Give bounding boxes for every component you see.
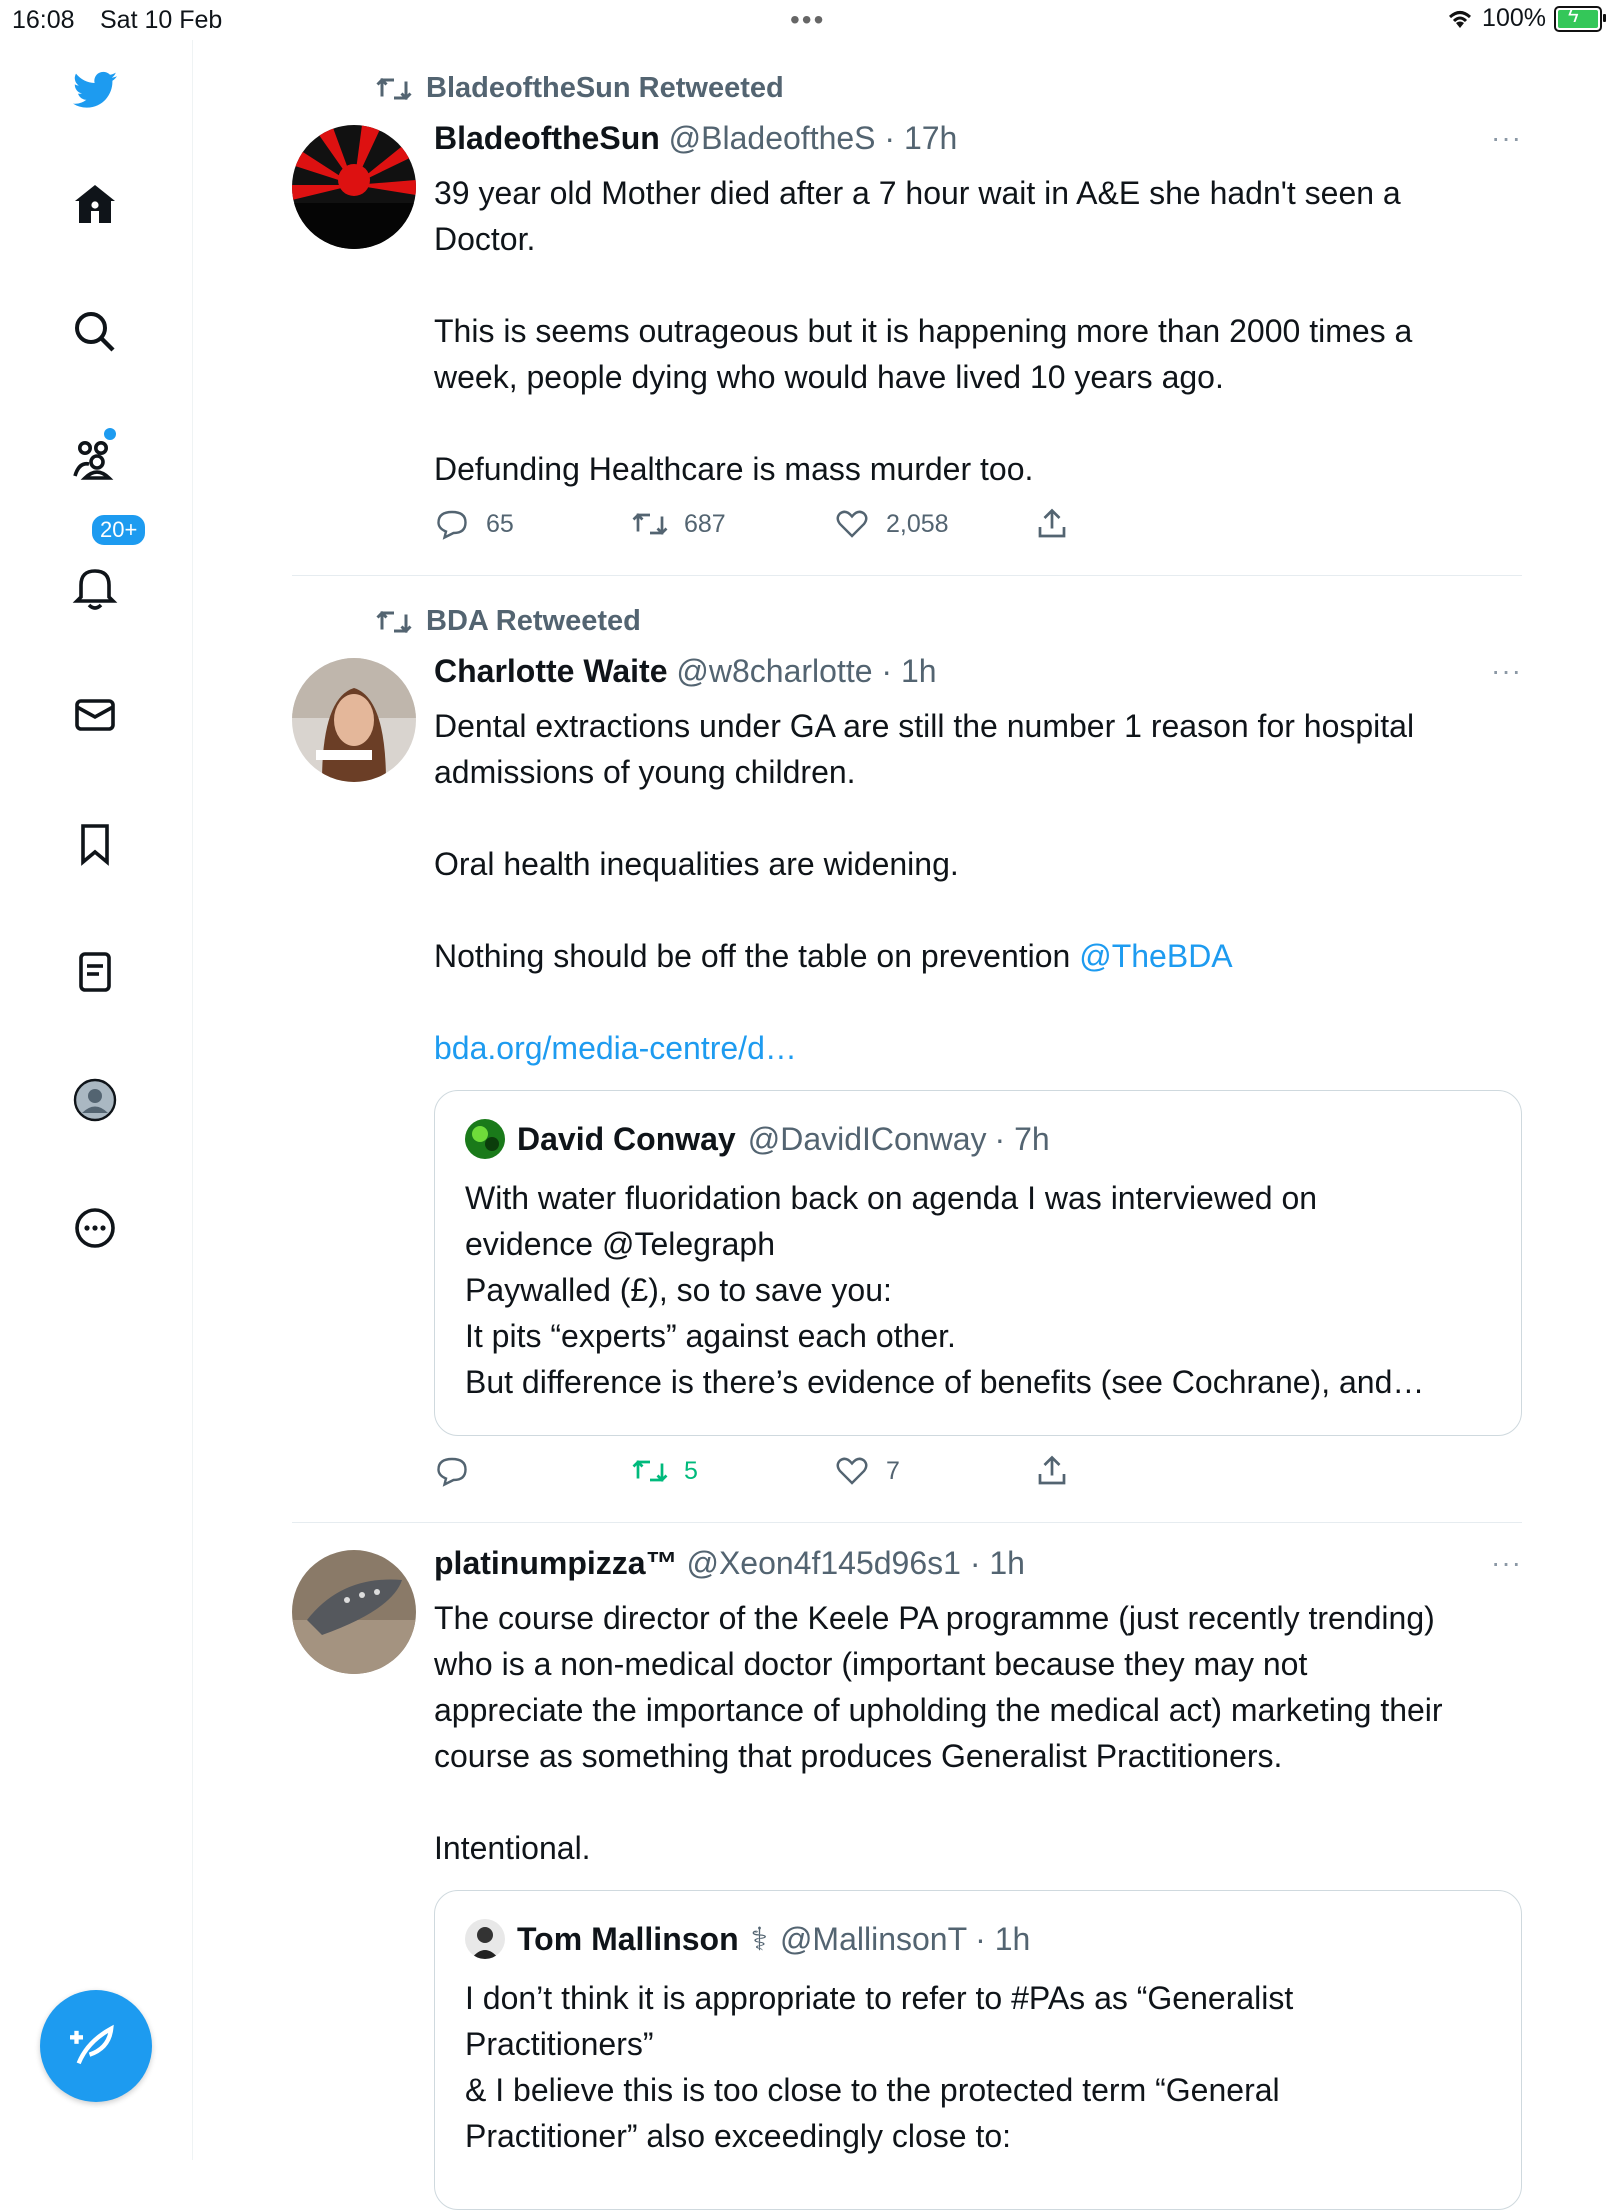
share-button[interactable] <box>1034 506 1070 542</box>
tweet-divider <box>292 1522 1522 1523</box>
avatar[interactable] <box>292 658 416 782</box>
heart-icon <box>834 506 870 542</box>
status-bar <box>0 0 1620 40</box>
status-date: Sat 10 Feb <box>100 6 223 34</box>
avatar[interactable] <box>292 1550 416 1674</box>
retweet-icon <box>632 506 668 542</box>
quote-text: With water fluoridation back on agenda I was interviewed on evidence @Telegraph Paywalled (£), so to save you: It pits “experts” against each other. But difference is there’s evidence of benefits (see Cochrane), and… <box>465 1180 1425 1400</box>
tweet-divider <box>292 575 1522 576</box>
tweet-time[interactable]: · 1h <box>881 653 937 689</box>
messages-icon[interactable] <box>67 687 123 743</box>
url-link[interactable]: bda.org/media-centre/d… <box>434 1030 797 1066</box>
quote-avatar <box>465 1119 505 1159</box>
lists-icon[interactable] <box>67 944 123 1000</box>
tweet-text: 39 year old Mother died after a 7 hour wait in A&E she hadn't seen a Doctor. This is seems outrageous but it is happening more than 2000 times a week, people dying who would have lived 10 years ago. Defunding Healthcare is mass murder too. <box>434 175 1413 487</box>
like-button[interactable]: 2,058 <box>834 506 949 542</box>
search-icon[interactable] <box>67 304 123 360</box>
more-options-icon[interactable]: ··· <box>1491 122 1522 153</box>
tweet-text: The course director of the Keele PA programme (just recently trending) who is a non-medical doctor (important because they may not appreciate the importance of upholding the medical act) marketing their course as something that produces Generalist Practitioners. Intentional. <box>434 1600 1443 1866</box>
quoted-tweet[interactable] <box>434 1090 1522 1436</box>
battery-icon: ϟ <box>1554 6 1602 32</box>
home-icon[interactable] <box>67 177 123 233</box>
reply-button[interactable] <box>434 1453 486 1489</box>
quote-time: · 7h <box>994 1120 1050 1157</box>
retweet-button[interactable]: 687 <box>632 506 726 542</box>
reply-icon <box>434 506 470 542</box>
status-time: 16:08 <box>12 6 75 34</box>
quoted-tweet[interactable] <box>434 1890 1522 2210</box>
author-handle[interactable]: @BladeoftheS <box>668 120 876 156</box>
author-name[interactable]: platinumpizza™ <box>434 1545 678 1581</box>
profile-icon[interactable] <box>67 1072 123 1128</box>
more-options-icon[interactable]: ··· <box>1491 655 1522 686</box>
quote-author-name: David Conway <box>517 1120 736 1157</box>
tweet[interactable] <box>292 70 1522 570</box>
bookmarks-icon[interactable] <box>67 816 123 872</box>
author-handle[interactable]: @w8charlotte <box>676 653 873 689</box>
more-options-icon[interactable]: ··· <box>1491 1547 1522 1578</box>
quote-time: · 1h <box>975 1920 1031 1957</box>
status-right <box>1446 4 1602 33</box>
share-icon <box>1034 506 1070 542</box>
quote-text: I don’t think it is appropriate to refer to #PAs as “Generalist Practitioners” & I believe this is too close to the protected term “General Practitioner” also exceedingly close to: <box>465 1980 1294 2154</box>
retweet-icon <box>376 607 412 637</box>
author-name[interactable]: BladeoftheSun <box>434 120 660 156</box>
quote-avatar <box>465 1919 505 1959</box>
communities-icon[interactable] <box>67 432 123 488</box>
more-icon[interactable] <box>67 1200 123 1256</box>
reply-button[interactable]: 65 <box>434 506 514 542</box>
tweet-text: Dental extractions under GA are still the number 1 reason for hospital admissions of young children. Oral health inequalities are widening. Nothing should be off the table on prevention @TheBDA bda.org/media-centre/d… <box>434 708 1415 1066</box>
author-handle[interactable]: @Xeon4f145d96s1 <box>686 1545 961 1581</box>
tweet-time[interactable]: · 1h <box>969 1545 1025 1581</box>
share-icon <box>1034 1453 1070 1489</box>
quote-author-handle: @DavidIConway <box>747 1120 987 1157</box>
notifications-badge: 20+ <box>90 513 147 547</box>
tweet[interactable] <box>292 1545 1522 2160</box>
retweet-button[interactable]: 5 <box>632 1453 698 1489</box>
author-name[interactable]: Charlotte Waite <box>434 653 668 689</box>
tweet-actions <box>434 1453 1074 1493</box>
battery-percent: 100% <box>1482 4 1546 32</box>
twitter-logo-icon[interactable] <box>67 62 123 118</box>
retweet-icon <box>632 1453 668 1489</box>
mention-link[interactable]: @TheBDA <box>1079 938 1233 974</box>
retweet-icon <box>376 74 412 104</box>
tweet[interactable] <box>292 603 1522 1503</box>
tweet-time[interactable]: · 17h <box>884 120 958 156</box>
tweet-actions <box>434 506 1074 546</box>
retweet-context: BladeoftheSun Retweeted <box>376 72 784 105</box>
communities-dot <box>104 428 116 440</box>
heart-icon <box>834 1453 870 1489</box>
share-button[interactable] <box>1034 1453 1070 1489</box>
compose-tweet-button[interactable] <box>40 1990 152 2102</box>
quote-author-name: Tom Mallinson <box>517 1920 739 1957</box>
avatar[interactable] <box>292 125 416 249</box>
quote-author-handle: @MallinsonT <box>779 1920 968 1957</box>
wifi-icon <box>1446 8 1474 30</box>
notifications-icon[interactable] <box>67 559 123 615</box>
quote-verified-icon: ⚕ <box>750 1921 768 1957</box>
reply-icon <box>434 1453 470 1489</box>
retweet-context: BDA Retweeted <box>376 605 641 638</box>
compose-feather-icon <box>70 2020 122 2072</box>
like-button[interactable]: 7 <box>834 1453 900 1489</box>
multitasking-dots-icon[interactable]: ••• <box>790 4 826 35</box>
